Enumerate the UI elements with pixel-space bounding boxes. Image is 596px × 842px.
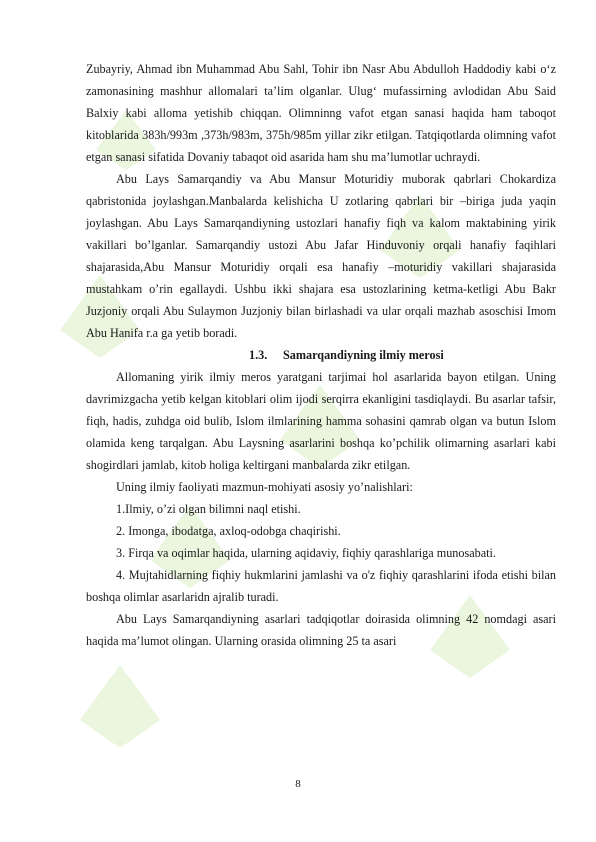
list-item: 3. Firqa va oqimlar haqida, ularning aqidaviy, fiqhiy qarashlariga munosabati. — [116, 546, 496, 560]
page-number: 8 — [295, 778, 301, 790]
section-number: 1.3. — [249, 348, 268, 362]
body-text — [86, 58, 556, 652]
list-item: 2. Imonga, ibodatga, axloq-odobga chaqirishi. — [116, 524, 341, 538]
list-item: 4. Mujtahidlarning fiqhiy hukmlarini jamlashi va o'z fiqhiy qarashlarini ifoda etishi bilan boshqa olimlar asarlaridn ajralib turadi. — [86, 568, 556, 604]
paragraph-3: Allomaning yirik ilmiy meros yaratgani tarjimai hol asarlarida bayon etilgan. Uning davrimizgacha yetib kelgan kitoblari olim ijodi serqirra ekanligini tasdiqlaydi. Bu asarlar tafsir, fiqh, hadis, zuhdga oid bulib, Islom ilmlarining hamma sohasini qamrab olgan va butun Islom olamida keng tarqalgan. Abu Laysning asarlarini boshqa ko’pchilik olimarning asarlari kabi shogirdlari jamlab, kitob holiga keltirgani manbalarda zikr etilgan. — [86, 370, 556, 472]
section-title: Samarqandiyning ilmiy merosi — [283, 348, 444, 362]
list-item: 1.Ilmiy, o’zi olgan bilimni naql etishi. — [116, 502, 301, 516]
paragraph-1: Zubayriy, Ahmad ibn Muhammad Abu Sahl, Tohir ibn Nasr Abu Abdulloh Haddodiy kabi o‘z zamonasining mashhur allomalari ta’lim olganlar. Ulug‘ mufassirning avlodidan Abu Said Balxiy kabi alloma yetishib chiqqan. Olimninng vafot etgan sanasi haqida ham taboqot kitoblarida 383h/993m ,373h/983m, 375h/985m yillar zikr etilgan. Tatqiqotlarda olimning vafot etgan sanasi sifatida Dovaniy tabaqot oid asarida ham shu ma’lumotlar uchraydi. — [86, 62, 556, 164]
paragraph-5: Abu Lays Samarqandiyning asarlari tadqiqotlar doirasida olimning 42 nomdagi asari haqida ma’lumot olingan. Ularning orasida olimning 25 ta asari — [86, 612, 556, 648]
paragraph-4: Uning ilmiy faoliyati mazmun-mohiyati asosiy yo’nalishlari: — [116, 480, 413, 494]
section-heading — [86, 344, 556, 366]
paragraph-2: Abu Lays Samarqandiy va Abu Mansur Moturidiy muborak qabrlari Chokardiza qabristonida joylashgan.Manbalarda kelishicha U zotlaring qabrlari bir –biriga juda yaqin joylashgan. Abu Lays Samarqandiyning ustozlari hanafiy fiqh va kalom maktabining yirik vakillari bo’lganlar. Samarqandiy ustozi Abu Jafar Hinduvoniy orqali hanafiy faqihlari shajarasida,Abu Mansur Moturidiy orqali esa hanafiy –moturidiy vakillari shajarasida mustahkam o’rin egallaydi. Ushbu ikki shajara esa ustozlarining ketma-ketligi Abu Bakr Juzjoniy orqali Abu Sulaymon Juzjoniy bilan birlashadi va ular orqali mazhab asoschisi Imom Abu Hanifa r.a ga yetib boradi. — [86, 172, 556, 340]
